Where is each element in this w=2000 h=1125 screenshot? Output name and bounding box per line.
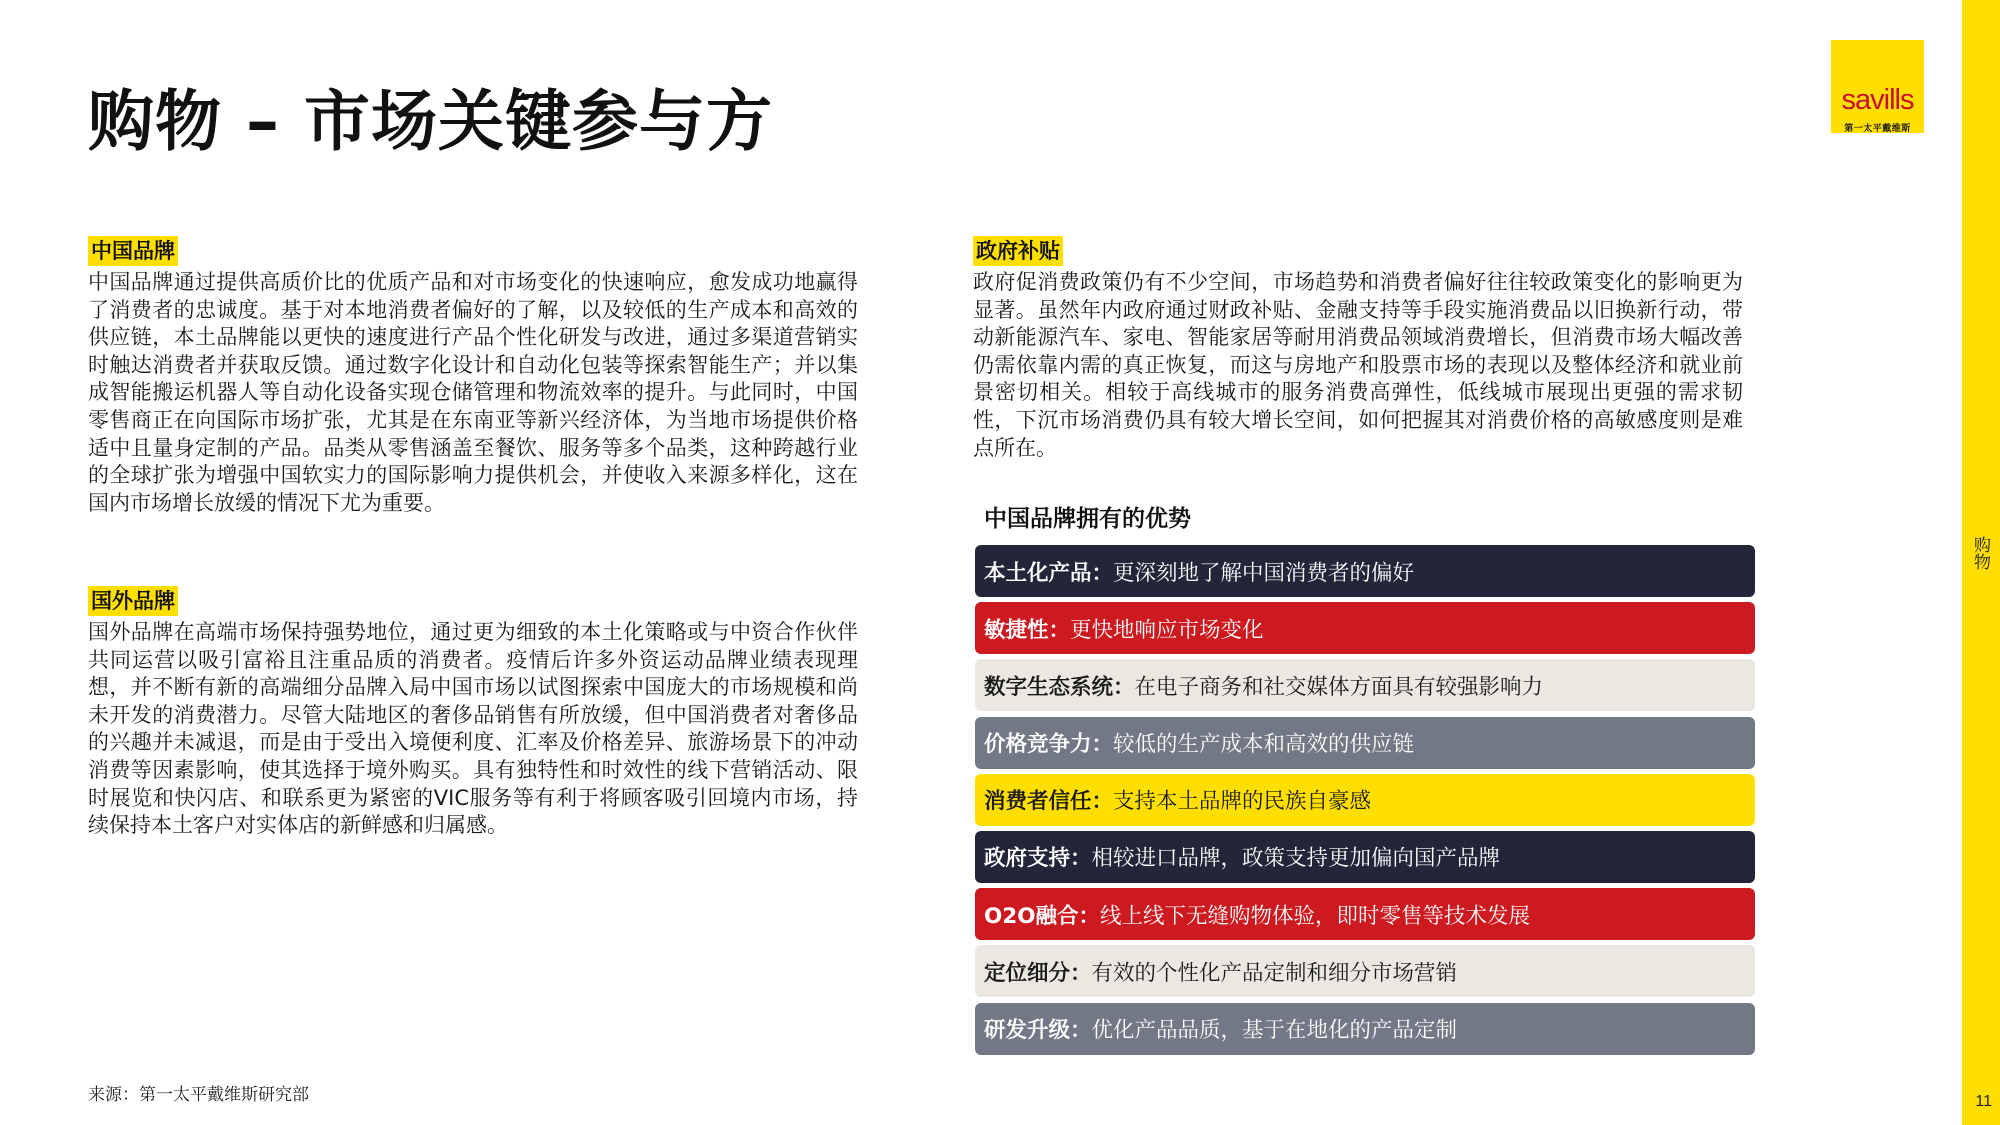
advantage-key: 研发升级： [984, 1018, 1092, 1043]
advantage-key: 敏捷性： [984, 617, 1071, 643]
advantage-row [975, 831, 1755, 883]
advantage-value: 较低的生产成本和高效的供应链 [1113, 732, 1415, 758]
advantages-title: 中国品牌拥有的优势 [984, 506, 1191, 532]
advantage-value: 更深刻地了解中国消费者的偏好 [1113, 560, 1415, 586]
advantage-row [975, 888, 1755, 940]
advantage-key: 本土化产品： [984, 560, 1114, 586]
logo-wordmark: savills [1841, 84, 1914, 116]
advantage-value: 在电子商务和社交媒体方面具有较强影响力 [1134, 674, 1544, 700]
advantage-row [975, 717, 1755, 769]
page-title: 购物 – 市场关键参与方 [88, 83, 773, 160]
section-body: 政府促消费政策仍有不少空间，市场趋势和消费者偏好往往较政策变化的影响更为显著。虽然年内政府通过财政补贴、金融支持等手段实施消费品以旧换新行动，带动新能源汽车、家电、智能家居等耐用消费品领域消费增长，但消费市场大幅改善仍需依靠内需的真正恢复，而这与房地产和股票市场的表现以及整体经济和就业前景密切相关。相较于高线城市的服务消费高弹性，低线城市展现出更强的需求韧性，下沉市场消费仍具有较大增长空间，如何把握其对消费价格的高敏感度则是难点所在。 [973, 270, 1743, 460]
advantage-row [975, 1003, 1755, 1055]
section-heading: 国外品牌 [88, 586, 178, 616]
advantage-row [975, 659, 1755, 711]
advantage-value: 线上线下无缝购物体验，即时零售等技术发展 [1100, 903, 1531, 929]
advantage-value: 有效的个性化产品定制和细分市场营销 [1091, 960, 1458, 986]
advantage-key: 数字生态系统： [984, 674, 1135, 700]
section-gov-subsidy [973, 236, 1743, 462]
section-body: 国外品牌在高端市场保持强势地位，通过更为细致的本土化策略或与中资合作伙伴共同运营以吸引富裕且注重品质的消费者。疫情后许多外资运动品牌业绩表现理想，并不断有新的高端细分品牌入局中国市场以试图探索中国庞大的市场规模和尚未开发的消费潜力。尽管大陆地区的奢侈品销售有所放缓，但中国消费者对奢侈品的兴趣并未减退，而是由于受出入境便利度、汇率及价格差异、旅游场景下的冲动消费等因素影响，使其选择于境外购买。具有独特性和时效性的线下营销活动、限时展览和快闪店、和联系更为紧密的VIC服务等有利于将顾客吸引回境内市场，持续保持本土客户对实体店的新鲜感和归属感。 [88, 620, 858, 838]
section-china-brands [88, 236, 858, 517]
advantage-row [975, 545, 1755, 597]
side-section-label: 购物 [1970, 536, 1990, 570]
advantage-key: 政府支持： [984, 846, 1092, 872]
section-heading: 中国品牌 [88, 236, 178, 266]
advantage-key: O2O融合： [984, 903, 1101, 929]
advantages-list [975, 545, 1755, 1060]
advantage-key: 价格竞争力： [984, 732, 1114, 758]
advantage-row [975, 602, 1755, 654]
section-body: 中国品牌通过提供高质价比的优质产品和对市场变化的快速响应，愈发成功地赢得了消费者的忠诚度。基于对本地消费者偏好的了解，以及较低的生产成本和高效的供应链，本土品牌能以更快的速度进行产品个性化研发与改进，通过多渠道营销实时触达消费者并获取反馈。通过数字化设计和自动化包装等探索智能生产；并以集成智能搬运机器人等自动化设备实现仓储管理和物流效率的提升。与此同时，中国零售商正在向国际市场扩张，尤其是在东南亚等新兴经济体，为当地市场提供价格适中且量身定制的产品。品类从零售涵盖至餐饮、服务等多个品类，这种跨越行业的全球扩张为增强中国软实力的国际影响力提供机会，并使收入来源多样化，这在国内市场增长放缓的情况下尤为重要。 [88, 270, 858, 515]
advantage-row [975, 774, 1755, 826]
savills-logo [1831, 40, 1924, 133]
advantage-row [975, 945, 1755, 997]
source-note: 来源：第一太平戴维斯研究部 [88, 1085, 309, 1105]
advantage-value: 优化产品品质，基于在地化的产品定制 [1091, 1018, 1458, 1043]
section-heading: 政府补贴 [973, 236, 1063, 266]
advantage-value: 支持本土品牌的民族自豪感 [1113, 789, 1372, 815]
advantage-value: 相较进口品牌，政策支持更加偏向国产品牌 [1091, 846, 1501, 872]
logo-subtitle: 第一太平戴维斯 [1844, 124, 1911, 134]
section-foreign-brands [88, 586, 858, 840]
advantage-key: 消费者信任： [984, 789, 1114, 815]
page-number: 11 [1975, 1093, 1992, 1110]
advantage-key: 定位细分： [984, 960, 1092, 986]
advantage-value: 更快地响应市场变化 [1070, 617, 1264, 643]
